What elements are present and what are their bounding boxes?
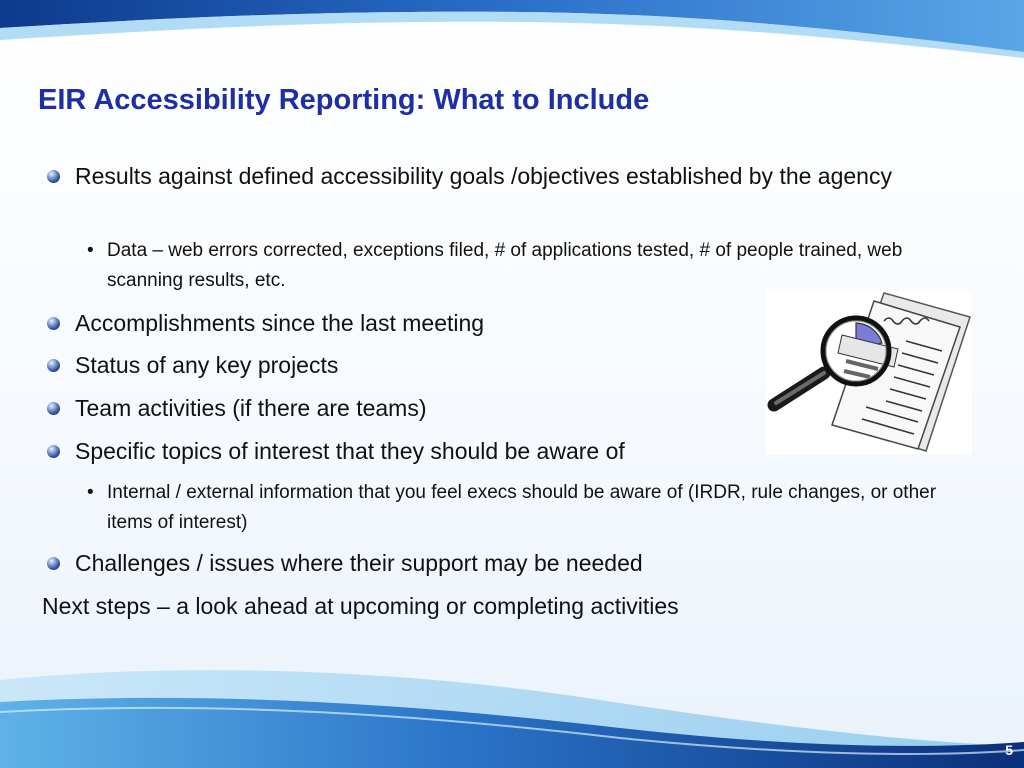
magnifying-glass-document-icon bbox=[766, 291, 972, 455]
bullet-text: Results against defined accessibility goals /objectives established by the agency bbox=[75, 163, 892, 189]
closing-text: Next steps – a look ahead at upcoming or completing activities bbox=[42, 593, 679, 619]
bullet-orb-icon bbox=[47, 557, 60, 570]
slide-title: EIR Accessibility Reporting: What to Include bbox=[38, 84, 650, 116]
bullet-orb-icon bbox=[47, 445, 60, 458]
sub-bullet-dot-icon: • bbox=[87, 482, 94, 503]
bullet-text: Status of any key projects bbox=[75, 352, 339, 378]
sub-bullet-internal-external bbox=[87, 478, 967, 538]
bullet-text: Specific topics of interest that they should be aware of bbox=[75, 438, 625, 464]
bullet-orb-icon bbox=[47, 170, 60, 183]
bullet-orb-icon bbox=[47, 317, 60, 330]
bullet-orb-icon bbox=[47, 402, 60, 415]
page-number: 5 bbox=[1005, 742, 1013, 758]
bullet-results bbox=[75, 160, 955, 193]
sub-bullet-dot-icon: • bbox=[87, 240, 94, 261]
bottom-wave-decoration bbox=[0, 650, 1024, 768]
bullet-orb-icon bbox=[47, 359, 60, 372]
bullet-text: Team activities (if there are teams) bbox=[75, 395, 427, 421]
sub-bullet-text: Internal / external information that you feel execs should be aware of (IRDR, rule changes, or other items of interest) bbox=[107, 482, 937, 533]
bullet-text: Challenges / issues where their support may be needed bbox=[75, 550, 643, 576]
sub-bullet-text: Data – web errors corrected, exceptions filed, # of applications tested, # of people trained, web scanning results, etc. bbox=[107, 240, 903, 291]
sub-bullet-data bbox=[87, 236, 967, 296]
bullet-challenges bbox=[75, 547, 955, 580]
bullet-text: Accomplishments since the last meeting bbox=[75, 310, 485, 336]
